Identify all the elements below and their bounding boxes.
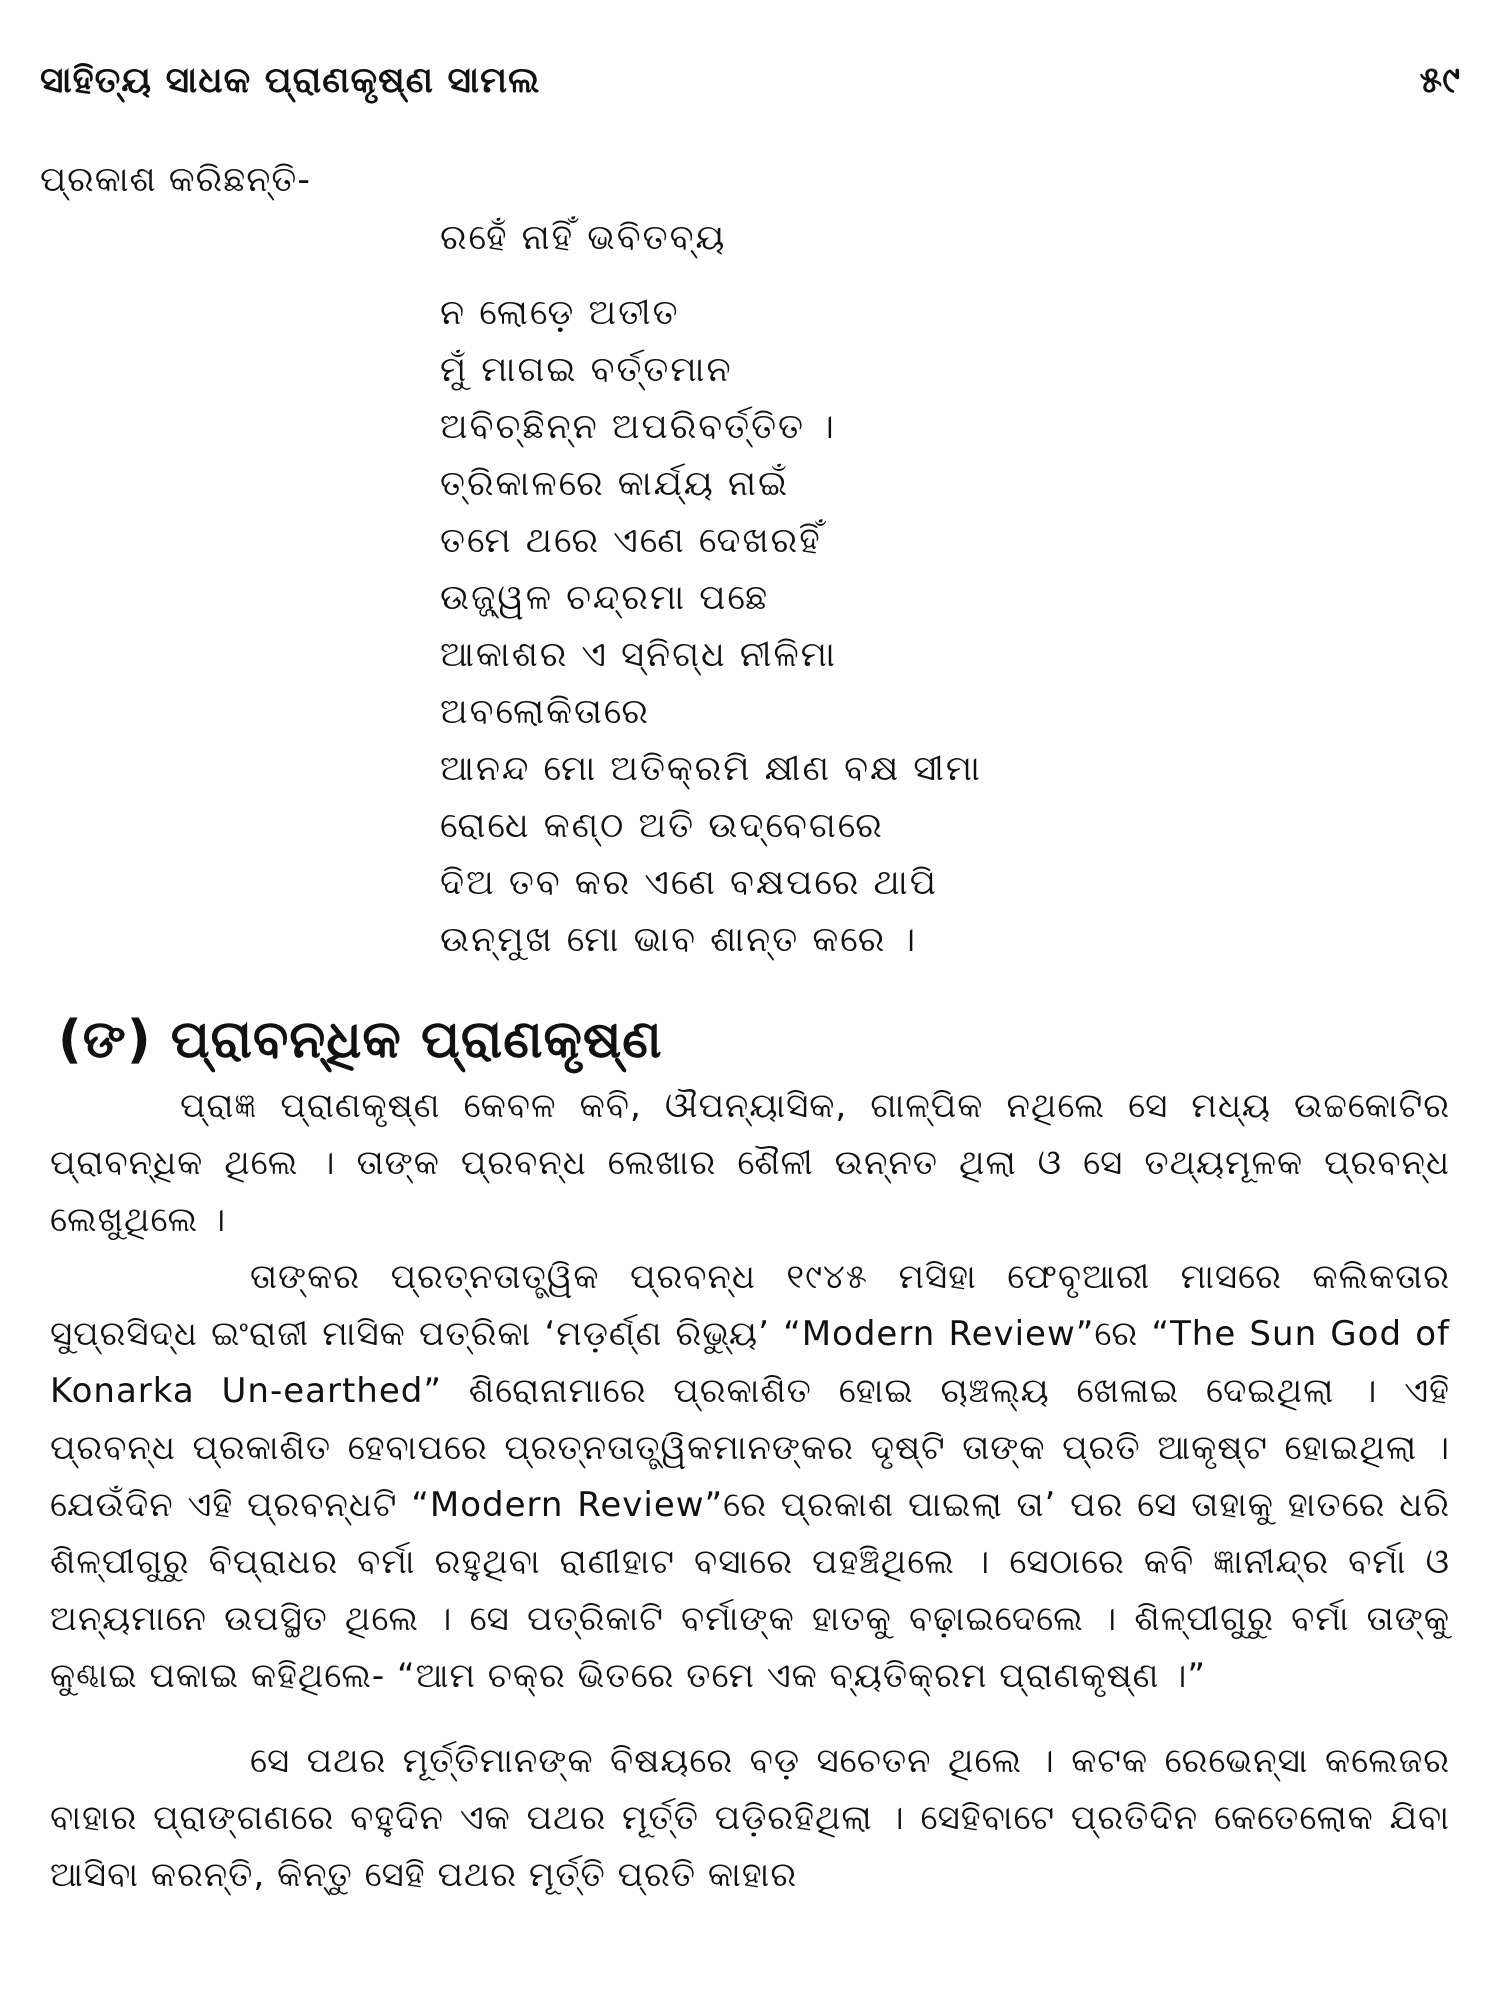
poem-line: ଅବଲୋକିତାରେ — [440, 692, 650, 732]
page-number: ୫୯ — [1419, 60, 1460, 101]
poem-line: ରହେଁ ନାହିଁ ଭବିତବ୍ୟ — [440, 218, 727, 258]
poem-line: ଉଜ୍ଜ୍ୱଳ ଚନ୍ଦ୍ରମା ପଛେ — [440, 578, 770, 618]
poem-line: ତ୍ରିକାଳରେ କାର୍ଯ୍ୟ ନାଇଁ — [440, 464, 790, 504]
poem-line: ଅବିଚ୍ଛିନ୍ନ ଅପରିବର୍ତ୍ତିତ । — [440, 407, 836, 447]
intro-line: ପ୍ରକାଶ କରିଛନ୍ତି- — [40, 160, 312, 200]
poem — [440, 210, 982, 969]
poem-line: ଆକାଶର ଏ ସ୍ନିଗ୍ଧ ନୀଳିମା — [440, 635, 837, 675]
poem-line: ନ ଲୋଡ଼େ ଅତୀତ — [440, 293, 680, 333]
poem-line: ତମେ ଥରେ ଏଣେ ଦେଖରହିଁ — [440, 521, 822, 561]
paragraph: ସେ ପଥର ମୂର୍ତ୍ତିମାନଙ୍କ ବିଷୟରେ ବଡ଼ ସଚେତନ ଥିଲେ । କଟକ ରେଭେନ୍ସା କଲେଜର ବାହାର ପ୍ରାଙ୍ଗଣରେ ବହୁଦିନ ଏକ ପଥର ମୂର୍ତ୍ତି ପଡ଼ିରହିଥିଲା । ସେହିବାଟେ ପ୍ରତିଦିନ କେତେଲୋକ ଯିବା ଆସିବା କରନ୍ତି, କିନ୍ତୁ ସେହି ପଥର ମୂର୍ତ୍ତି ପ୍ରତି କାହାର — [50, 1741, 1450, 1895]
poem-line: ଆନନ୍ଦ ମୋ ଅତିକ୍ରମି କ୍ଷୀଣ ବକ୍ଷ ସୀମା — [440, 749, 982, 789]
poem-line: ଉନ୍ମୁଖ ମୋ ଭାବ ଶାନ୍ତ କରେ । — [440, 920, 918, 960]
section-heading: (ଙ) ପ୍ରାବନ୍ଧିକ ପ୍ରାଣକୃଷ୍ଣ — [58, 1010, 663, 1070]
paragraph: ପ୍ରାଜ୍ଞ ପ୍ରାଣକୃଷ୍ଣ କେବଳ କବି, ଔପନ୍ୟାସିକ, ଗାଳ୍ପିକ ନଥିଲେ ସେ ମଧ୍ୟ ଉଚ୍ଚକୋଟିର ପ୍ରାବନ୍ଧିକ ଥିଲେ । ତାଙ୍କ ପ୍ରବନ୍ଧ ଲେଖାର ଶୈଳୀ ଉନ୍ନତ ଥିଲା ଓ ସେ ତଥ୍ୟମୂଳକ ପ୍ରବନ୍ଧ ଲେଖୁଥିଲେ । — [50, 1086, 1450, 1240]
running-head: ସାହିତ୍ୟ ସାଧକ ପ୍ରାଣକୃଷ୍ଣ ସାମଲ — [40, 60, 541, 101]
poem-line: ମୁଁ ମାଗଇ ବର୍ତ୍ତମାନ — [440, 350, 733, 390]
poem-line: ରୋଧେ କଣ୍ଠ ଅତି ଉଦ୍‌ବେଗରେ — [440, 806, 884, 846]
poem-line: ଦିଅ ତବ କର ଏଣେ ବକ୍ଷପରେ ଥାପି — [440, 863, 938, 903]
paragraph: ତାଙ୍କର ପ୍ରତ୍ନତାତ୍ତ୍ୱିକ ପ୍ରବନ୍ଧ ୧୯୪୫ ମସିହା ଫେବୃଆରୀ ମାସରେ କଲିକତାର ସୁପ୍ରସିଦ୍ଧ ଇଂରାଜୀ ମାସିକ ପତ୍ରିକା ‘ମଡ଼ର୍ଣ୍ଣ ରିଭ୍ୟୁ’ “Modern Review”ରେ “The Sun God of Konarka Un-earthed” ଶିରୋନାମାରେ ପ୍ରକାଶିତ ହୋଇ ଚାଞ୍ଚଲ୍ୟ ଖେଳାଇ ଦେଇଥିଲା । ଏହି ପ୍ରବନ୍ଧ ପ୍ରକାଶିତ ହେବାପରେ ପ୍ରତ୍ନତାତ୍ତ୍ୱିକମାନଙ୍କର ଦୃଷ୍ଟି ତାଙ୍କ ପ୍ରତି ଆକୃଷ୍ଟ ହୋଇଥିଲା । ଯେଉଁଦିନ ଏହି ପ୍ରବନ୍ଧଟି “Modern Review”ରେ ପ୍ରକାଶ ପାଇଲା ତା’ ପର ସେ ତାହାକୁ ହାତରେ ଧରି ଶିଳ୍ପୀଗୁରୁ ବିପ୍ରାଧର ବର୍ମା ରହୁଥିବା ରାଣୀହାଟ ବସାରେ ପହଞ୍ଚିଥିଲେ । ସେଠାରେ କବି ଜ୍ଞାନୀନ୍ଦ୍ର ବର୍ମା ଓ ଅନ୍ୟମାନେ ଉପସ୍ଥିତ ଥିଲେ । ସେ ପତ୍ରିକାଟି ବର୍ମାଙ୍କ ହାତକୁ ବଢ଼ାଇଦେଲେ । ଶିଳ୍ପୀଗୁରୁ ବର୍ମା ତାଙ୍କୁ କୁଣ୍ଢାଇ ପକାଇ କହିଥିଲେ- “ଆମ ଚକ୍ର ଭିତରେ ତମେ ଏକ ବ୍ୟତିକ୍ରମ ପ୍ରାଣକୃଷ୍ଣ ।” — [50, 1257, 1450, 1696]
body-text — [50, 1078, 1450, 1904]
